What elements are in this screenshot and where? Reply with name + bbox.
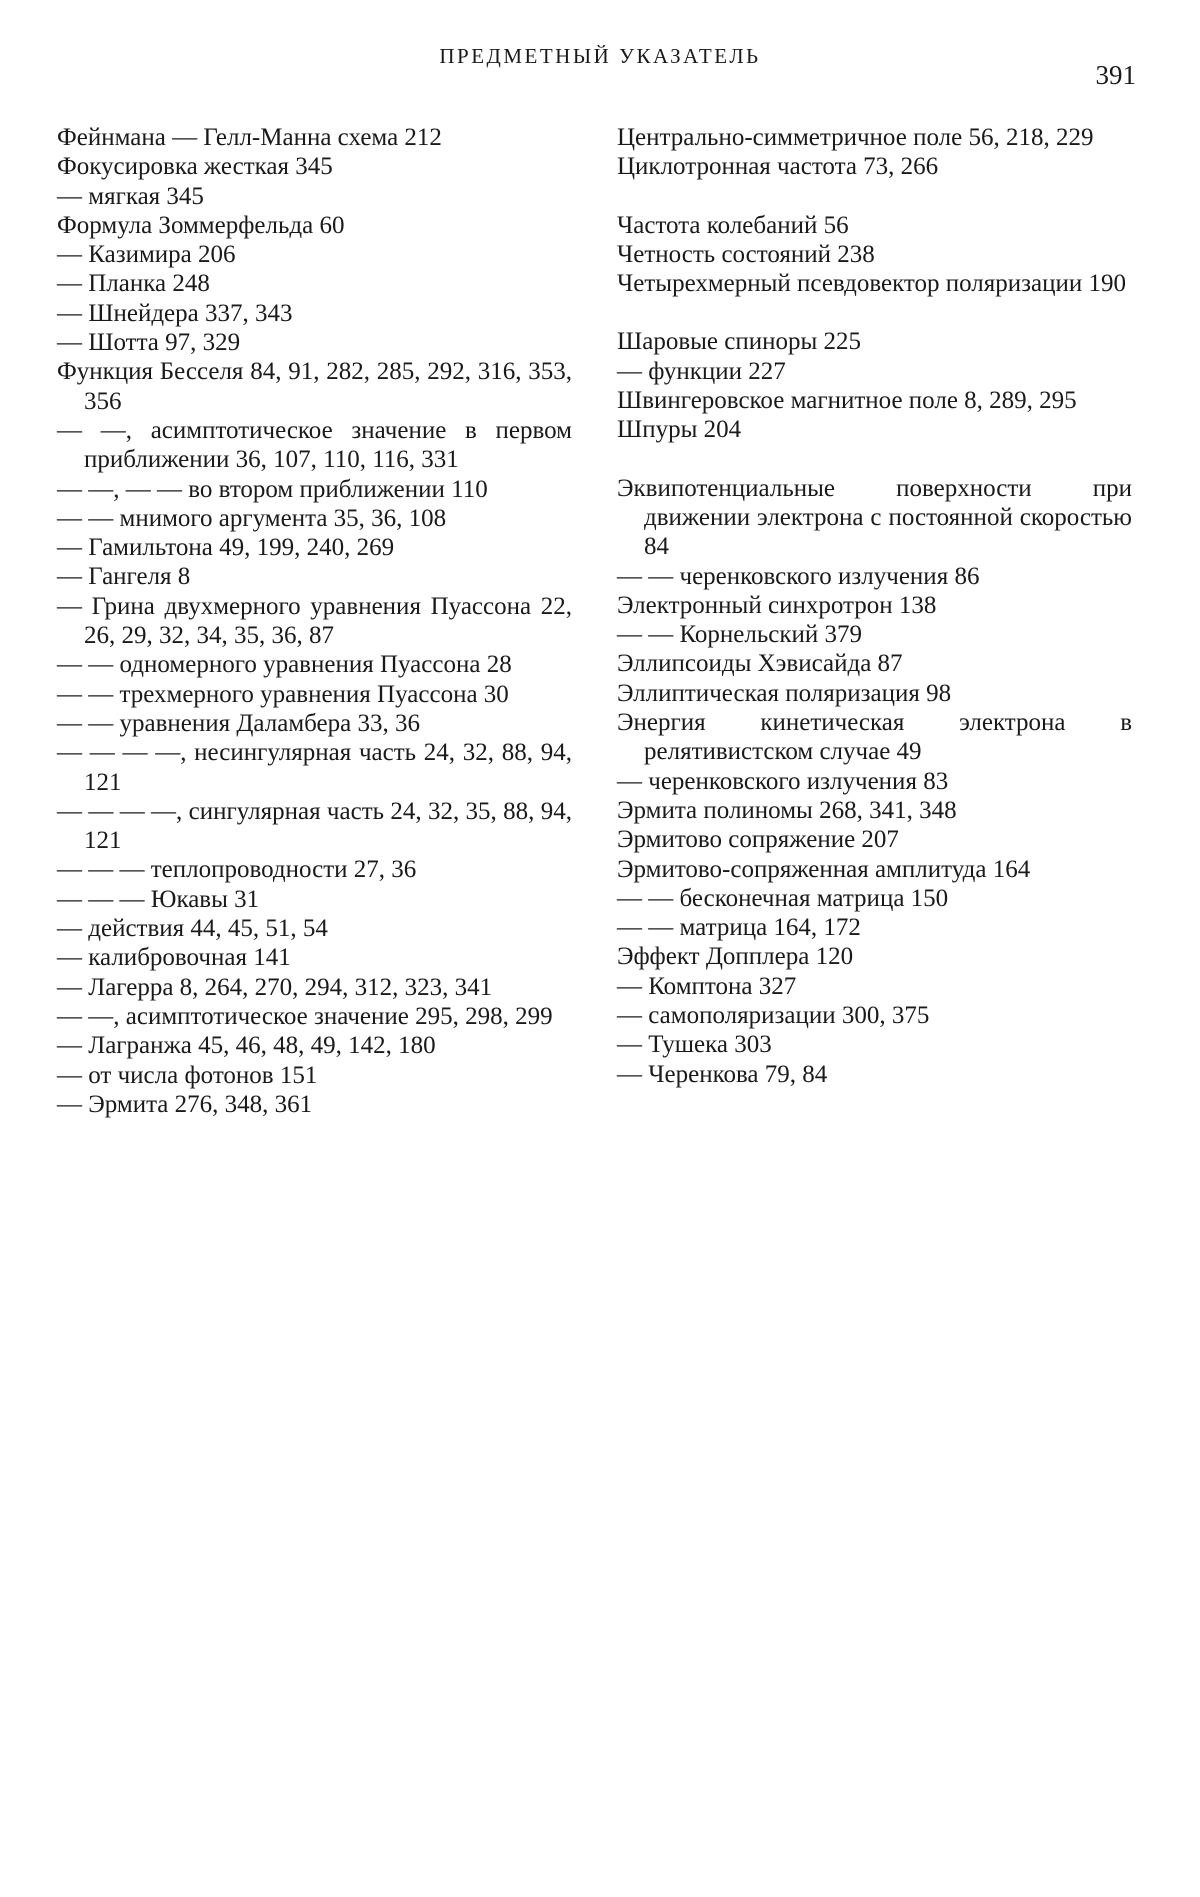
index-entry: Эффект Допплера 120	[617, 943, 854, 971]
index-entry: Электронный синхротрон 138	[617, 591, 937, 619]
index-entry: Шпуры 204	[617, 416, 742, 444]
index-entry: — — Корнельский 379	[617, 621, 863, 649]
index-entry: Формула Зоммерфельда 60	[57, 211, 345, 239]
index-column-right	[617, 123, 1132, 1089]
index-entry: — действия 44, 45, 51, 54	[57, 915, 328, 943]
index-entry: — — матрица 164, 172	[617, 914, 861, 942]
index-entry: — Черенкова 79, 84	[617, 1060, 828, 1088]
index-entry: — — — Юкавы 31	[57, 885, 260, 913]
index-entry: — — — —, несингулярная часть 24, 32, 88, 94, 121	[57, 739, 572, 796]
index-entry: — —, — — во втором приближении 110	[57, 475, 488, 503]
index-entry: — черенковского излучения 83	[617, 767, 949, 795]
index-entry: — мягкая 345	[57, 182, 204, 210]
index-entry: — —, асимптотическое значение 295, 298, 299	[57, 1002, 553, 1030]
index-column-left	[57, 123, 572, 1119]
index-entry: Четырехмерный псевдовектор поляризации 190	[617, 270, 1127, 298]
index-entry: Эрмитово сопряжение 207	[617, 826, 899, 854]
index-entry: Фокусировка жесткая 345	[57, 153, 333, 181]
index-entry: Швингеровское магнитное поле 8, 289, 295	[617, 387, 1077, 415]
index-entry: Четность состояний 238	[617, 240, 875, 268]
index-entry: Эрмитово-сопряженная амплитуда 164	[617, 855, 1031, 883]
index-entry: — калибровочная 141	[57, 944, 291, 972]
index-entry: — от числа фотонов 151	[57, 1061, 318, 1089]
index-entry: — — мнимого аргумента 35, 36, 108	[57, 504, 447, 532]
index-entry: — Эрмита 276, 348, 361	[57, 1090, 313, 1118]
index-entry: Частота колебаний 56	[617, 211, 849, 239]
index-entry: — Тушека 303	[617, 1031, 772, 1059]
index-entry: Центрально-симметричное поле 56, 218, 229	[617, 124, 1094, 151]
index-entry: Энергия кинетическая электрона в релятивистском случае 49	[617, 709, 1132, 766]
index-entry: Шаровые спиноры 225	[617, 328, 862, 356]
index-entry: — — уравнения Даламбера 33, 36	[57, 709, 420, 737]
index-entry: — Грина двухмерного уравнения Пуассона 22, 26, 29, 32, 34, 35, 36, 87	[57, 592, 572, 650]
index-entry: Эллипсоиды Хэвисайда 87	[617, 650, 903, 678]
index-entry: Эквипотенциальные поверхности при движении электрона с постоянной скоростью 84	[617, 474, 1132, 561]
index-entry: Циклотронная частота 73, 266	[617, 153, 939, 181]
index-entry: — Комптона 327	[617, 972, 797, 1000]
index-entry: — Лагранжа 45, 46, 48, 49, 142, 180	[57, 1032, 436, 1060]
index-entry: — Шнейдера 337, 343	[57, 299, 293, 327]
index-entry: — Казимира 206	[57, 241, 236, 269]
running-head: ПРЕДМЕТНЫЙ УКАЗАТЕЛЬ	[439, 44, 761, 68]
index-entry: Эрмита полиномы 268, 341, 348	[617, 796, 957, 824]
index-entry: — — — —, сингулярная часть 24, 32, 35, 88, 94, 121	[57, 797, 572, 855]
index-entry: Эллиптическая поляризация 98	[617, 679, 952, 707]
index-entry: Функция Бесселя 84, 91, 282, 285, 292, 316, 353, 356	[57, 358, 572, 415]
index-entry: — — — теплопроводности 27, 36	[57, 856, 417, 884]
index-entry: — функции 227	[617, 357, 786, 385]
index-entry: — — бесконечная матрица 150	[617, 884, 949, 912]
index-entry: — Лагерра 8, 264, 270, 294, 312, 323, 341	[57, 973, 493, 1001]
index-entry: Фейнмана — Гелл-Манна схема 212	[57, 124, 442, 151]
index-entry: — Планка 248	[57, 270, 210, 298]
index-entry: — — черенковского излучения 86	[617, 562, 980, 590]
index-entry: — Шотта 97, 329	[57, 329, 241, 357]
index-entry: — самополяризации 300, 375	[617, 1002, 930, 1030]
index-entry: — — одномерного уравнения Пуассона 28	[57, 651, 512, 679]
index-entry: — Гамильтона 49, 199, 240, 269	[57, 534, 395, 562]
index-entry: — — трехмерного уравнения Пуассона 30	[57, 680, 509, 708]
index-entry: — Гангеля 8	[57, 563, 191, 591]
page-number: 391	[1095, 60, 1136, 90]
index-entry: — —, асимптотическое значение в первом приближении 36, 107, 110, 116, 331	[57, 416, 572, 474]
